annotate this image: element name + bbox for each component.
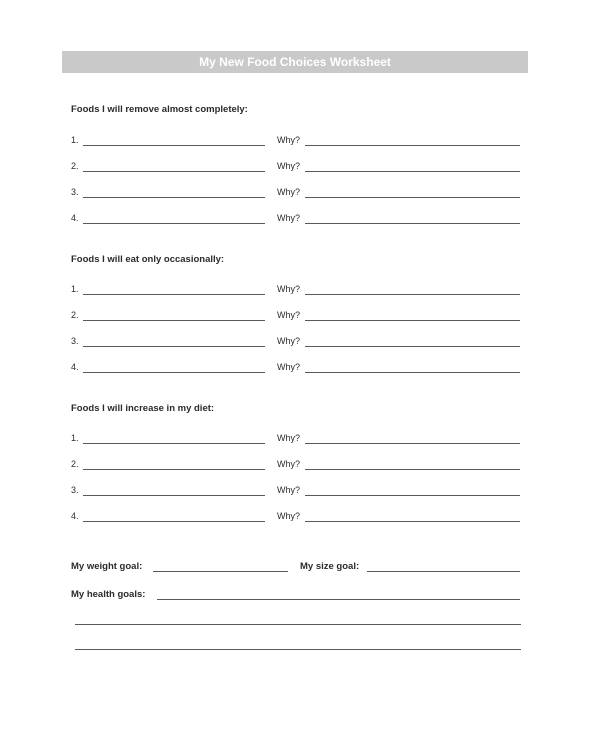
food-blank[interactable] bbox=[83, 495, 265, 496]
why-label: Why? bbox=[277, 135, 301, 145]
why-blank[interactable] bbox=[305, 469, 520, 470]
food-blank[interactable] bbox=[83, 346, 265, 347]
health-goals-row bbox=[71, 589, 521, 603]
health-goals-blank-line[interactable] bbox=[75, 624, 521, 625]
section-heading-occasional: Foods I will eat only occasionally: bbox=[71, 254, 225, 265]
weight-goal-blank[interactable] bbox=[153, 571, 288, 572]
size-goal-label: My size goal: bbox=[300, 561, 360, 572]
list-item bbox=[71, 336, 521, 350]
list-item bbox=[71, 362, 521, 376]
why-label: Why? bbox=[277, 336, 301, 346]
list-item bbox=[71, 511, 521, 525]
food-blank[interactable] bbox=[83, 320, 265, 321]
why-blank[interactable] bbox=[305, 346, 520, 347]
list-item bbox=[71, 459, 521, 473]
why-blank[interactable] bbox=[305, 145, 520, 146]
why-blank[interactable] bbox=[305, 495, 520, 496]
why-blank[interactable] bbox=[305, 443, 520, 444]
food-blank[interactable] bbox=[83, 171, 265, 172]
item-number: 4. bbox=[71, 511, 79, 521]
why-blank[interactable] bbox=[305, 320, 520, 321]
item-number: 1. bbox=[71, 433, 79, 443]
why-blank[interactable] bbox=[305, 223, 520, 224]
why-blank[interactable] bbox=[305, 171, 520, 172]
item-number: 3. bbox=[71, 336, 79, 346]
health-goals-blank[interactable] bbox=[157, 599, 520, 600]
item-number: 1. bbox=[71, 135, 79, 145]
list-item bbox=[71, 485, 521, 499]
item-number: 4. bbox=[71, 362, 79, 372]
food-blank[interactable] bbox=[83, 521, 265, 522]
list-item bbox=[71, 187, 521, 201]
list-item bbox=[71, 213, 521, 227]
why-label: Why? bbox=[277, 362, 301, 372]
item-number: 4. bbox=[71, 213, 79, 223]
item-number: 3. bbox=[71, 485, 79, 495]
why-blank[interactable] bbox=[305, 197, 520, 198]
item-number: 3. bbox=[71, 187, 79, 197]
why-label: Why? bbox=[277, 459, 301, 469]
health-goals-label: My health goals: bbox=[71, 589, 146, 600]
list-item bbox=[71, 284, 521, 298]
food-blank[interactable] bbox=[83, 294, 265, 295]
weight-goal-label: My weight goal: bbox=[71, 561, 143, 572]
item-number: 2. bbox=[71, 459, 79, 469]
food-blank[interactable] bbox=[83, 469, 265, 470]
why-blank[interactable] bbox=[305, 372, 520, 373]
item-number: 2. bbox=[71, 310, 79, 320]
food-blank[interactable] bbox=[83, 443, 265, 444]
list-item bbox=[71, 433, 521, 447]
why-label: Why? bbox=[277, 310, 301, 320]
why-label: Why? bbox=[277, 284, 301, 294]
why-label: Why? bbox=[277, 213, 301, 223]
list-item bbox=[71, 161, 521, 175]
list-item bbox=[71, 310, 521, 324]
worksheet-title: My New Food Choices Worksheet bbox=[62, 51, 528, 73]
why-label: Why? bbox=[277, 485, 301, 495]
list-item bbox=[71, 135, 521, 149]
item-number: 1. bbox=[71, 284, 79, 294]
size-goal-blank[interactable] bbox=[367, 571, 520, 572]
food-blank[interactable] bbox=[83, 197, 265, 198]
health-goals-blank-line[interactable] bbox=[75, 649, 521, 650]
food-blank[interactable] bbox=[83, 372, 265, 373]
food-blank[interactable] bbox=[83, 223, 265, 224]
item-number: 2. bbox=[71, 161, 79, 171]
why-label: Why? bbox=[277, 187, 301, 197]
why-label: Why? bbox=[277, 161, 301, 171]
section-heading-remove: Foods I will remove almost completely: bbox=[71, 104, 248, 115]
why-label: Why? bbox=[277, 433, 301, 443]
goals-row bbox=[71, 561, 521, 575]
food-blank[interactable] bbox=[83, 145, 265, 146]
section-heading-increase: Foods I will increase in my diet: bbox=[71, 403, 215, 414]
why-blank[interactable] bbox=[305, 294, 520, 295]
why-label: Why? bbox=[277, 511, 301, 521]
why-blank[interactable] bbox=[305, 521, 520, 522]
